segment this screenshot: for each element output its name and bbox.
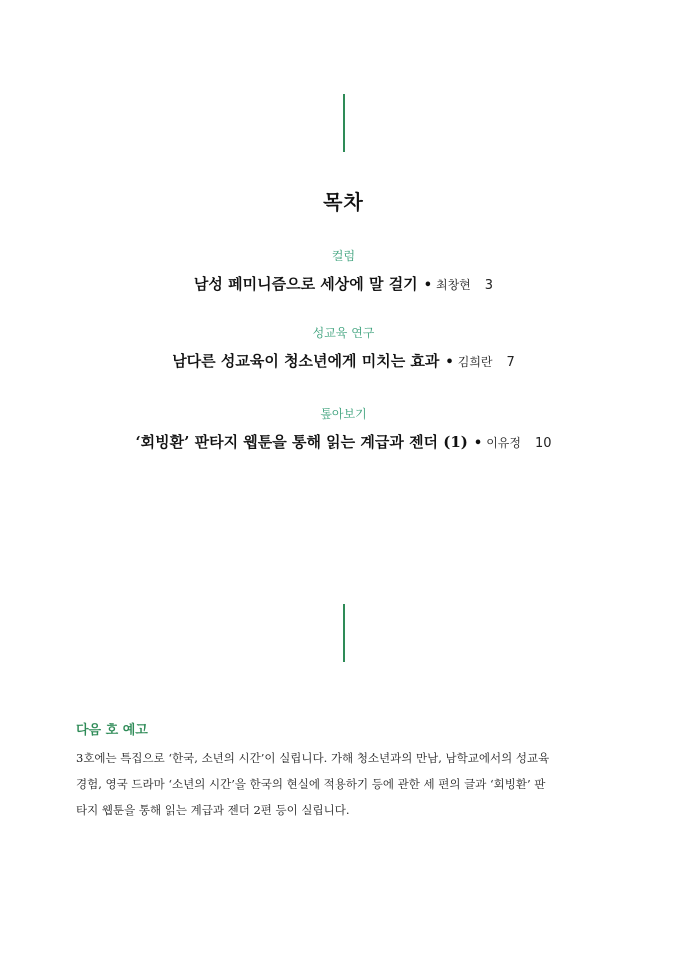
toc-category: 성교육 연구	[312, 326, 375, 340]
toc-entry[interactable]	[0, 350, 687, 374]
preview-body	[76, 745, 612, 823]
toc-category: 컬럼	[331, 249, 356, 263]
bullet-separator: •	[423, 278, 432, 293]
bullet-separator: •	[473, 436, 483, 451]
toc-category: 톺아보기	[320, 407, 367, 421]
toc-section	[0, 325, 687, 374]
next-issue-preview	[76, 721, 612, 823]
preview-line: 타지 웹툰을 통해 읽는 계급과 젠더 2편 등이 실립니다.	[76, 803, 350, 817]
toc-section	[0, 406, 687, 455]
toc-entry-author: 이유정	[486, 436, 521, 450]
toc-title: 목차	[323, 190, 364, 214]
toc-entry-page: 3	[484, 278, 494, 293]
preview-heading: 다음 호 예고	[76, 723, 148, 738]
toc-section	[0, 248, 687, 297]
toc-entry-page: 7	[506, 355, 515, 370]
toc-entry-title[interactable]: 남다른 성교육이 청소년에게 미치는 효과	[172, 352, 440, 370]
toc-entry[interactable]	[0, 431, 687, 455]
bullet-separator: •	[445, 355, 454, 370]
toc-entry[interactable]	[0, 273, 687, 297]
toc-entry-author: 김희란	[457, 355, 493, 369]
top-divider-line	[343, 94, 345, 152]
bottom-divider-line	[343, 604, 345, 662]
preview-line: 3호에는 특집으로 ‘한국, 소년의 시간’이 실립니다. 가해 청소년과의 만남, 남학교에서의 성교육	[76, 751, 550, 765]
toc-entry-title[interactable]: ‘회빙환’ 판타지 웹툰을 통해 읽는 계급과 젠더 (1)	[135, 433, 468, 451]
toc-entry-page: 10	[535, 436, 552, 451]
toc-entry-title[interactable]: 남성 페미니즘으로 세상에 말 걸기	[193, 275, 418, 293]
toc-entry-author: 최창현	[436, 278, 471, 292]
preview-line: 경험, 영국 드라마 ‘소년의 시간’을 한국의 현실에 적용하기 등에 관한 세 편의 글과 ‘회빙환’ 판	[76, 777, 546, 791]
